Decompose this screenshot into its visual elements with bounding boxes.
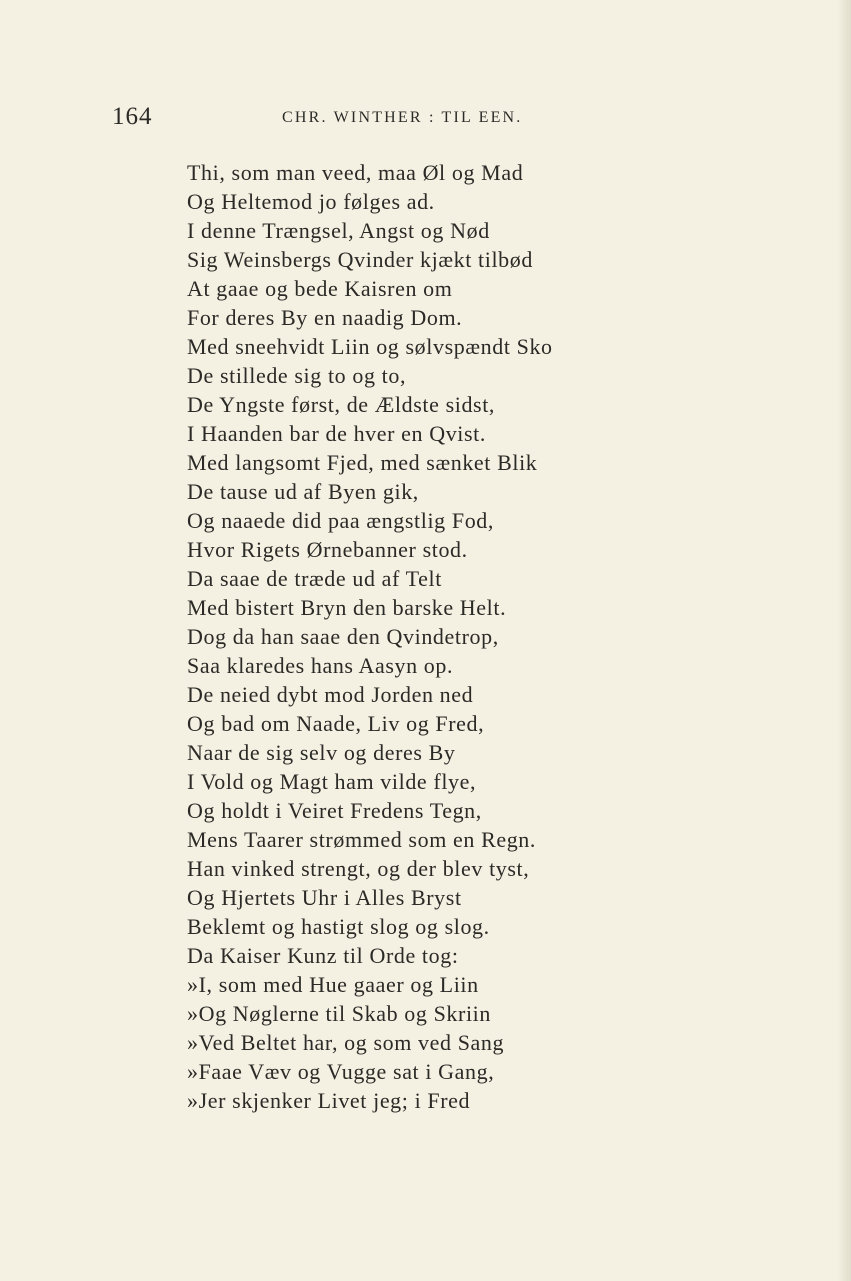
page-header bbox=[112, 102, 592, 132]
poem-line: Og Heltemod jo følges ad. bbox=[187, 189, 435, 214]
poem-line: Dog da han saae den Qvindetrop, bbox=[187, 624, 499, 649]
poem-line: I Haanden bar de hver en Qvist. bbox=[187, 421, 486, 446]
poem-line: For deres By en naadig Dom. bbox=[187, 305, 463, 330]
poem-line: I denne Trængsel, Angst og Nød bbox=[187, 218, 490, 243]
poem-line: Han vinked strengt, og der blev tyst, bbox=[187, 856, 530, 881]
poem-line: Mens Taarer strømmed som en Regn. bbox=[187, 827, 537, 852]
poem-line: De stillede sig to og to, bbox=[187, 363, 407, 388]
poem-line: Og naaede did paa ængstlig Fod, bbox=[187, 508, 494, 533]
poem-line: Med langsomt Fjed, med sænket Blik bbox=[187, 450, 538, 475]
poem-line: Hvor Rigets Ørnebanner stod. bbox=[187, 537, 468, 562]
poem-line: Og Hjertets Uhr i Alles Bryst bbox=[187, 885, 462, 910]
poem-line: Naar de sig selv og deres By bbox=[187, 740, 456, 765]
poem-line: At gaae og bede Kaisren om bbox=[187, 276, 453, 301]
page-number: 164 bbox=[112, 103, 153, 130]
poem-line: Sig Weinsbergs Qvinder kjækt tilbød bbox=[187, 247, 533, 272]
poem-line: De neied dybt mod Jorden ned bbox=[187, 682, 474, 707]
poem-line: Med bistert Bryn den barske Helt. bbox=[187, 595, 507, 620]
page-edge-shadow bbox=[837, 0, 851, 1281]
poem-line: »Ved Beltet har, og som ved Sang bbox=[187, 1030, 505, 1055]
poem-line: Da saae de træde ud af Telt bbox=[187, 566, 442, 591]
running-head: CHR. WINTHER : TIL EEN. bbox=[282, 109, 523, 126]
poem-line: »I, som med Hue gaaer og Liin bbox=[187, 972, 479, 997]
poem-text bbox=[187, 158, 667, 1115]
poem-line: »Og Nøglerne til Skab og Skriin bbox=[187, 1001, 491, 1026]
poem-line: »Jer skjenker Livet jeg; i Fred bbox=[187, 1088, 471, 1113]
poem-line: »Faae Væv og Vugge sat i Gang, bbox=[187, 1059, 495, 1084]
poem-line: De tause ud af Byen gik, bbox=[187, 479, 419, 504]
poem-line: Thi, som man veed, maa Øl og Mad bbox=[187, 160, 524, 185]
poem-line: Og bad om Naade, Liv og Fred, bbox=[187, 711, 485, 736]
poem-line: Og holdt i Veiret Fredens Tegn, bbox=[187, 798, 482, 823]
poem-line: Beklemt og hastigt slog og slog. bbox=[187, 914, 490, 939]
poem-line: Da Kaiser Kunz til Orde tog: bbox=[187, 943, 459, 968]
poem-line: I Vold og Magt ham vilde flye, bbox=[187, 769, 477, 794]
poem-line: De Yngste først, de Ældste sidst, bbox=[187, 392, 496, 417]
poem-line: Med sneehvidt Liin og sølvspændt Sko bbox=[187, 334, 553, 359]
poem-line: Saa klaredes hans Aasyn op. bbox=[187, 653, 454, 678]
